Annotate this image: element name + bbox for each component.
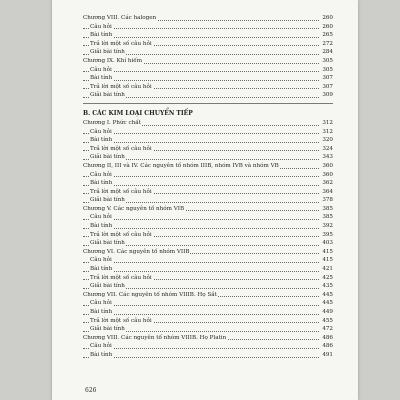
toc-entry-label: Câu hỏi [90,23,112,30]
toc-subentry-row [83,23,333,32]
toc-page-number: 395 [322,231,333,238]
section-heading-label: B. CÁC KIM LOẠI CHUYỂN TIẾP [83,109,193,117]
toc-page-number: 309 [322,92,333,99]
dot-leader [83,185,319,186]
toc-page-number: 435 [322,283,333,290]
toc-subentry-row [83,83,333,92]
toc-entry-label: Câu hỏi [90,128,112,135]
dot-leader [83,133,319,134]
dot-leader [83,28,319,29]
toc-page-number: 385 [322,205,333,212]
toc-chapter-row [83,205,333,214]
toc-subentry-row [83,325,333,334]
toc-entry-label: Giải bài tính [90,240,125,247]
dot-leader [83,357,319,358]
toc-entry-label: Giải bài tính [90,49,125,56]
toc-page-number: 265 [322,32,333,39]
section-divider [83,103,333,104]
dot-leader [83,71,319,72]
toc-entry-label: Bài tính [90,180,113,187]
dot-leader [83,314,319,315]
toc-page-number: 415 [322,257,333,264]
toc-page-number: 284 [322,49,333,56]
toc-subentry-row [83,91,333,100]
toc-subentry-row [83,48,333,57]
toc-entry-label: Bài tính [90,309,113,315]
toc-entry-label: Trả lời một số câu hỏi [90,83,152,90]
toc-page-number: 307 [322,75,333,82]
toc-page-number: 449 [322,309,333,315]
toc-entry-label: Bài tính [90,266,113,273]
dot-leader [83,348,319,349]
toc-page-number: 312 [322,119,333,126]
toc-chapter-row [83,162,333,171]
toc-page-number: 491 [322,351,333,358]
dot-leader [83,219,319,220]
toc-entry-label: Giải bài tính [90,283,125,290]
toc-subentry-row [83,239,333,248]
table-of-contents [83,14,333,360]
toc-page-number: 364 [322,188,333,195]
toc-entry-label: Câu hỏi [90,66,112,73]
toc-subentry-row [83,213,333,222]
toc-entry-label: Bài tính [90,351,113,358]
toc-subentry-row [83,317,333,326]
toc-chapter-row [83,119,333,128]
dot-leader [83,37,319,38]
toc-entry-label: Trả lời một số câu hỏi [90,40,152,47]
toc-subentry-row [83,171,333,180]
toc-entry-label: Chương IX. Khí hiếm [83,57,143,64]
toc-subentry-row [83,196,333,205]
toc-entry-label: Bài tính [90,223,113,230]
toc-subentry-row [83,74,333,83]
toc-entry-label: Câu hỏi [90,214,112,221]
toc-chapter-row [83,57,333,66]
toc-entry-label: Trả lời một số câu hỏi [90,317,152,324]
toc-subentry-row [83,274,333,283]
toc-page-number: 324 [322,145,333,152]
toc-part-a [83,14,333,100]
toc-page-number: 360 [322,162,333,169]
toc-page-number: 472 [322,326,333,333]
page-number: 626 [85,387,97,394]
toc-entry-label: Bài tính [90,137,113,144]
toc-entry-label: Trả lời một số câu hỏi [90,231,152,238]
toc-entry-label: Bài tính [90,75,113,82]
toc-entry-label: Giải bài tính [90,326,125,333]
toc-page-number: 445 [322,291,333,298]
toc-entry-label: Giải bài tính [90,197,125,204]
toc-entry-label: Chương I. Phức chất [83,119,141,126]
toc-subentry-row [83,265,333,274]
dot-leader [83,228,319,229]
toc-subentry-row [83,308,333,317]
toc-subentry-row [83,145,333,154]
toc-page-number: 486 [322,343,333,350]
toc-subentry-row [83,66,333,75]
toc-entry-label: Câu hỏi [90,343,112,350]
toc-entry-label: Bài tính [90,32,113,39]
toc-page-number: 360 [322,171,333,178]
toc-page-number: 445 [322,300,333,307]
dot-leader [83,305,319,306]
toc-chapter-row [83,14,333,23]
toc-page-number: 320 [322,137,333,144]
toc-page-number: 305 [322,57,333,64]
dot-leader [83,142,319,143]
toc-subentry-row [83,231,333,240]
toc-page-number: 421 [322,266,333,273]
book-page [52,0,358,400]
toc-page-number: 312 [322,128,333,135]
toc-subentry-row [83,351,333,360]
toc-page-number: 486 [322,334,333,341]
toc-subentry-row [83,40,333,49]
toc-chapter-row [83,248,333,257]
toc-entry-label: Câu hỏi [90,171,112,178]
toc-entry-label: Giải bài tính [90,154,125,161]
toc-entry-label: Chương VIII. Các halogen [83,15,157,21]
toc-subentry-row [83,299,333,308]
toc-entry-label: Chương II, III và IV. Các nguyên tố nhóm IIIB, nhóm IVB và nhóm VB [83,162,279,169]
toc-subentry-row [83,282,333,291]
toc-entry-label: Chương VI. Các nguyên tố nhóm VIIB [83,248,190,255]
toc-page-number: 272 [322,40,333,47]
toc-subentry-row [83,222,333,231]
toc-page-number: 378 [322,197,333,204]
toc-subentry-row [83,136,333,145]
toc-subentry-row [83,188,333,197]
toc-subentry-row [83,31,333,40]
toc-subentry-row [83,342,333,351]
toc-entry-label: Giải bài tính [90,92,125,99]
toc-page-number: 343 [322,154,333,161]
toc-entry-label: Chương VII. Các nguyên tố nhóm VIIIB. Họ Sắt [83,291,217,298]
dot-leader [83,271,319,272]
toc-part-b [83,119,333,360]
toc-entry-label: Trả lời một số câu hỏi [90,188,152,195]
toc-subentry-row [83,153,333,162]
toc-subentry-row [83,256,333,265]
toc-page-number: 403 [322,240,333,247]
toc-page-number: 305 [322,66,333,73]
toc-entry-label: Trả lời một số câu hỏi [90,274,152,281]
toc-entry-label: Chương V. Các nguyên tố nhóm VIB [83,205,185,212]
dot-leader [83,262,319,263]
toc-entry-label: Trả lời một số câu hỏi [90,145,152,152]
toc-entry-label: Chương VIII. Các nguyên tố nhóm VIIIB. Họ Platin [83,334,227,341]
toc-subentry-row [83,128,333,137]
toc-page-number: 260 [322,23,333,30]
dot-leader [83,80,319,81]
toc-chapter-row [83,334,333,343]
section-heading [83,108,333,119]
toc-page-number: 392 [322,223,333,230]
toc-chapter-row [83,291,333,300]
toc-subentry-row [83,179,333,188]
toc-page-number: 385 [322,214,333,221]
toc-entry-label: Câu hỏi [90,300,112,307]
toc-page-number: 425 [322,274,333,281]
toc-page-number: 260 [322,15,333,21]
toc-entry-label: Câu hỏi [90,257,112,264]
dot-leader [83,176,319,177]
toc-page-number: 415 [322,248,333,255]
toc-page-number: 362 [322,180,333,187]
toc-page-number: 307 [322,83,333,90]
toc-page-number: 455 [322,317,333,324]
